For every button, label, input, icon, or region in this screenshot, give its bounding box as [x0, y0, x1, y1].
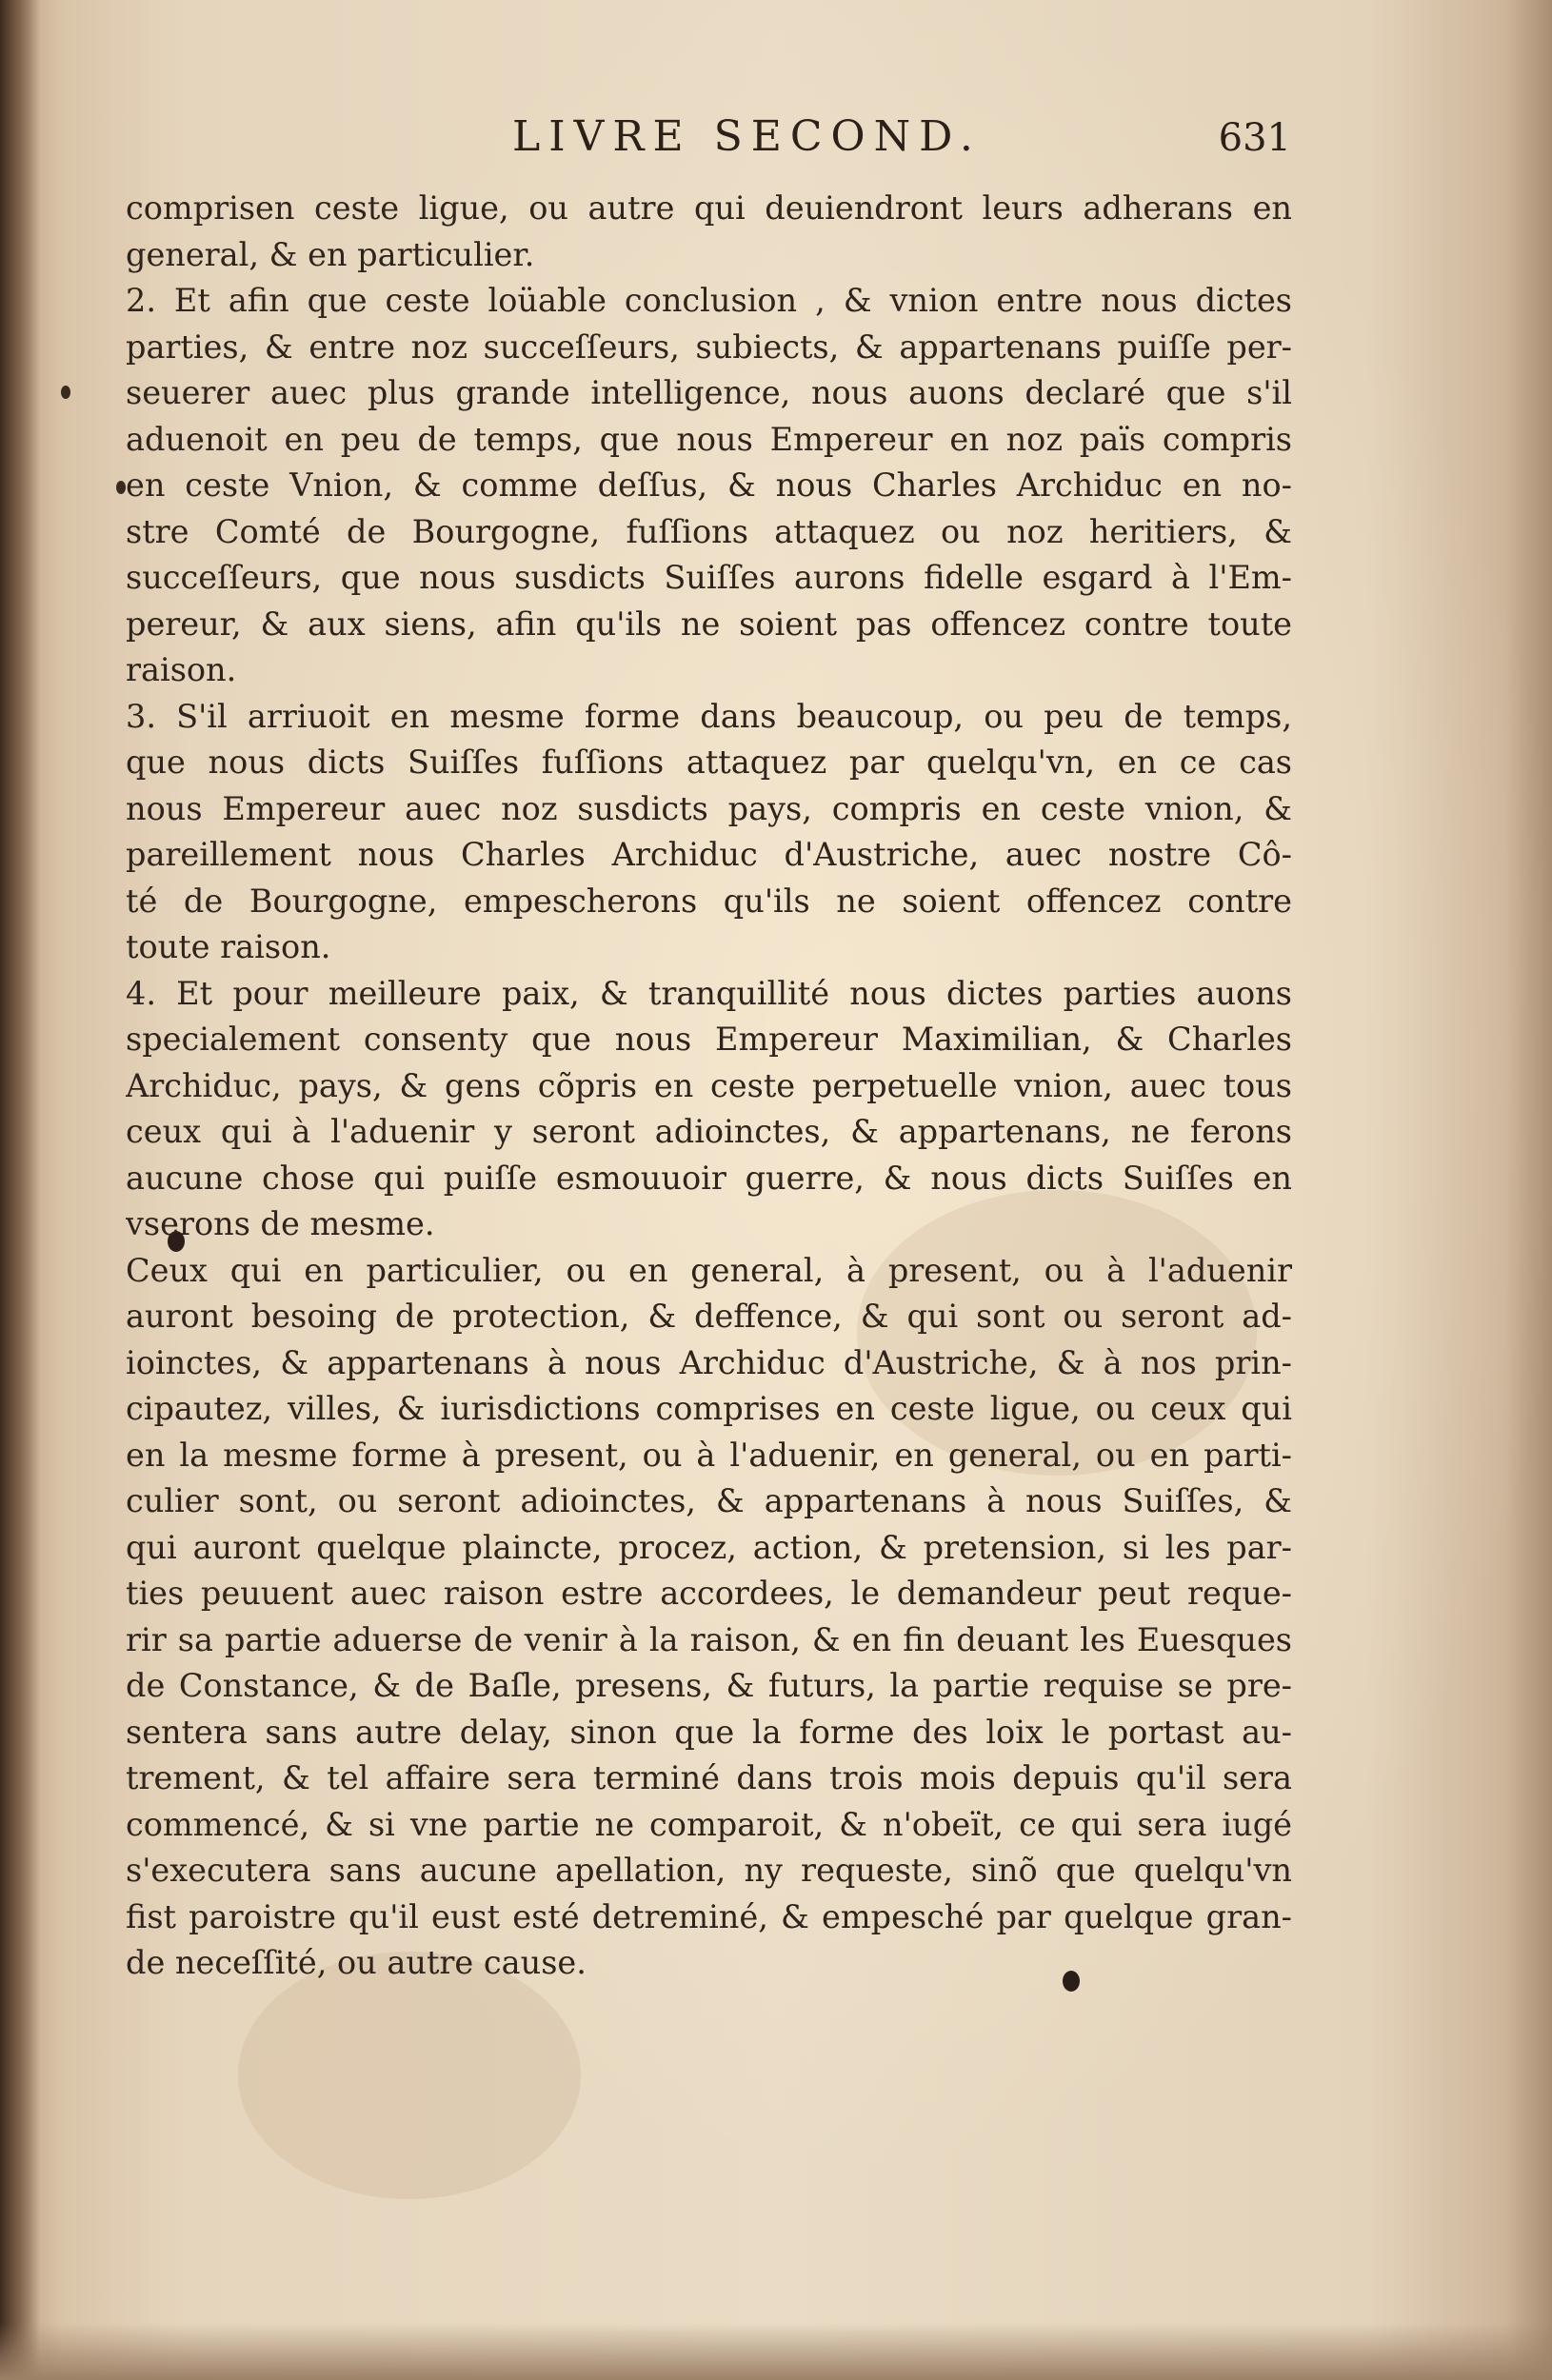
text-line: 4. Et pour meilleure paix, & tranquillité nous dictes parties auons — [126, 974, 1292, 1012]
binding-shadow — [0, 0, 40, 2380]
text-line: ties peuuent auec raison estre accordees, le demandeur peut reque- — [126, 1575, 1292, 1612]
text-line: aduenoit en peu de temps, que nous Empereur en noz païs compris — [126, 420, 1292, 458]
text-line: succeſſeurs, que nous susdicts Suiſſes aurons fidelle esgard à l'Em- — [126, 559, 1292, 596]
bottom-edge-shadow — [0, 2323, 1552, 2380]
text-line: culier sont, ou seront adioinctes, & appartenans à nous Suiſſes, & — [126, 1482, 1292, 1519]
margin-ink-mark — [116, 481, 126, 494]
margin-ink-mark — [61, 386, 70, 399]
page-header — [129, 112, 1291, 169]
text-line: aucune chose qui puiſſe esmouuoir guerre, & nous dicts Suiſſes en — [126, 1159, 1292, 1197]
text-line: ceux qui à l'aduenir y seront adioinctes, & appartenans, ne ferons — [126, 1113, 1292, 1150]
text-line: stre Comté de Bourgogne, fuſſions attaquez ou noz heritiers, & — [126, 512, 1292, 550]
text-line: cipautez, villes, & iurisdictions comprises en ceste ligue, ou ceux qui — [126, 1390, 1292, 1427]
text-line: fist paroistre qu'il eust esté detreminé, & empesché par quelque gran- — [126, 1897, 1292, 1935]
text-line: specialement consenty que nous Empereur Maximilian, & Charles — [126, 1021, 1292, 1058]
text-line: ioinctes, & appartenans à nous Archiduc d'Austriche, & à nos prin- — [126, 1343, 1292, 1381]
text-line: de neceſſité, ou autre cause. — [126, 1944, 587, 1981]
text-line: Ceux qui en particulier, ou en general, à present, ou à l'aduenir — [126, 1251, 1292, 1289]
text-line: comprisen ceste ligue, ou autre qui deuiendront leurs adherans en — [126, 189, 1292, 227]
text-line: nous Empereur auec noz susdicts pays, compris en ceste vnion, & — [126, 789, 1292, 827]
text-line: pereur, & aux siens, afin qu'ils ne soient pas offencez contre toute — [126, 605, 1292, 643]
text-line: general, & en particulier. — [126, 235, 535, 273]
body-text — [126, 186, 1292, 1987]
text-line: raison. — [126, 651, 237, 688]
text-line: s'executera sans aucune apellation, ny requeste, sinõ que quelqu'vn — [126, 1852, 1292, 1889]
text-line: té de Bourgogne, empescherons qu'ils ne soient offencez contre — [126, 882, 1292, 920]
text-line: 2. Et afin que ceste loüable conclusion , & vnion entre nous dictes — [126, 282, 1292, 319]
paper-stain — [238, 1952, 581, 2199]
text-line: qui auront quelque plaincte, procez, action, & pretension, si les par- — [126, 1528, 1292, 1566]
running-head: LIVRE SECOND. — [512, 112, 982, 161]
text-line: parties, & entre noz succeſſeurs, subiects, & appartenans puiſſe per- — [126, 327, 1292, 366]
text-line: commencé, & si vne partie ne comparoit, & n'obeït, ce qui sera iugé — [126, 1805, 1292, 1843]
text-line: trement, & tel affaire sera terminé dans trois mois depuis qu'il sera — [126, 1759, 1292, 1796]
text-line: de Constance, & de Baſle, presens, & futurs, la partie requise se pre- — [126, 1667, 1292, 1704]
text-line: pareillement nous Charles Archiduc d'Austriche, auec nostre Cô- — [126, 836, 1292, 873]
text-line: 3. S'il arriuoit en mesme forme dans beaucoup, ou peu de temps, — [126, 697, 1292, 735]
text-line: que nous dicts Suiſſes fuſſions attaquez par quelqu'vn, en ce cas — [126, 744, 1292, 781]
text-line: auront besoing de protection, & deffence, & qui sont ou seront ad- — [126, 1298, 1292, 1335]
text-line: toute raison. — [126, 928, 331, 965]
text-line: vserons de mesme. — [126, 1205, 435, 1242]
text-line: rir sa partie aduerse de venir à la raison, & en fin deuant les Euesques — [126, 1620, 1292, 1658]
text-line: en ceste Vnion, & comme deſſus, & nous Charles Archiduc en no- — [126, 466, 1292, 504]
text-line: en la mesme forme à present, ou à l'aduenir, en general, ou en parti- — [126, 1436, 1292, 1474]
text-line: seuerer auec plus grande intelligence, nous auons declaré que s'il — [126, 374, 1292, 411]
text-line: sentera sans autre delay, sinon que la forme des loix le portast au- — [126, 1713, 1292, 1751]
text-line: Archiduc, pays, & gens cõpris en ceste perpetuelle vnion, auec tous — [126, 1066, 1292, 1104]
page-number: 631 — [1218, 116, 1291, 160]
